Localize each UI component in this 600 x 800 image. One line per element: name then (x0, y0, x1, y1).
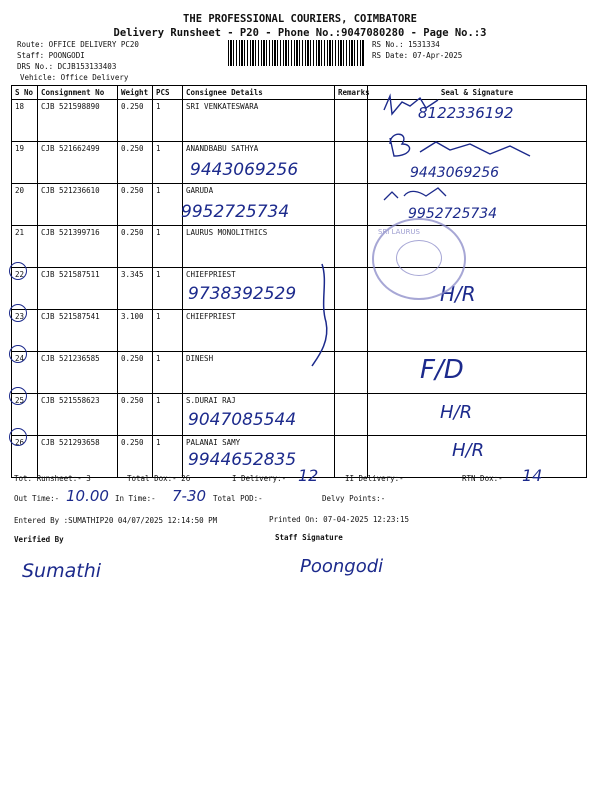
weight: 3.100 (118, 310, 153, 352)
rs-number: RS No.: 1531334 (372, 40, 440, 49)
remarks (335, 100, 368, 142)
drs-label: DRS No.: DCJB153133403 (17, 62, 117, 71)
staff-signature: Poongodi (300, 556, 384, 577)
i-delivery-value: 12 (298, 466, 319, 485)
consignment-no: CJB 521236610 (38, 184, 118, 226)
handwritten-remark: F/D (420, 355, 464, 385)
pcs: 1 (153, 268, 183, 310)
staff-label: Staff: POONGODI (17, 51, 85, 60)
barcode (228, 40, 364, 66)
table-row (12, 394, 587, 436)
weight: 0.250 (118, 142, 153, 184)
handwritten-sign-number: 8122336192 (418, 104, 514, 122)
consignment-no: CJB 521598890 (38, 100, 118, 142)
rs-date: RS Date: 07-Apr-2025 (372, 51, 463, 60)
verifier-signature: Sumathi (22, 560, 102, 582)
consignment-no: CJB 521293658 (38, 436, 118, 478)
sno: 19 (12, 142, 38, 184)
rtn-dox: RTN Dox:- (462, 474, 503, 483)
bracket-mark (308, 262, 338, 372)
handwritten-phone: 9738392529 (188, 284, 297, 304)
remarks (335, 394, 368, 436)
sno: 23 (12, 310, 38, 352)
company-title: THE PROFESSIONAL COURIERS, COIMBATORE (183, 13, 417, 25)
consignee: PALANAI SAMY (183, 436, 335, 478)
consignment-no: CJB 521587511 (38, 268, 118, 310)
table-row (12, 226, 587, 268)
out-time: Out Time:- (14, 494, 60, 503)
handwritten-phone: 9952725734 (181, 202, 290, 222)
sno: 26 (12, 436, 38, 478)
col-weight: Weight (118, 86, 153, 100)
sno: 25 (12, 394, 38, 436)
weight: 3.345 (118, 268, 153, 310)
pcs: 1 (153, 310, 183, 352)
consignee: CHIEFPRIEST (183, 310, 335, 352)
sno: 24 (12, 352, 38, 394)
in-time: In Time:- (115, 494, 156, 503)
staff-signature-label: Staff Signature (275, 533, 343, 542)
stamp-text: SRI LAURUS (378, 228, 420, 236)
handwritten-phone: 9443069256 (190, 160, 299, 180)
consignment-no: CJB 521399716 (38, 226, 118, 268)
pen-circle (9, 262, 27, 280)
col-consignee: Consignee Details (183, 86, 335, 100)
weight: 0.250 (118, 100, 153, 142)
pcs: 1 (153, 142, 183, 184)
consignment-no: CJB 521662499 (38, 142, 118, 184)
weight: 0.250 (118, 226, 153, 268)
vehicle-label: Vehicle: Office Delivery (20, 73, 129, 82)
handwritten-phone: 9944652835 (188, 450, 297, 470)
remarks (335, 226, 368, 268)
weight: 0.250 (118, 352, 153, 394)
pcs: 1 (153, 226, 183, 268)
col-sno: S No (12, 86, 38, 100)
pcs: 1 (153, 352, 183, 394)
company-stamp (372, 218, 466, 300)
sno: 22 (12, 268, 38, 310)
pen-circle (9, 387, 27, 405)
pcs: 1 (153, 100, 183, 142)
consignee: ANANDBABU SATHYA (183, 142, 335, 184)
pcs: 1 (153, 184, 183, 226)
consignee: DINESH (183, 352, 335, 394)
verified-by: Verified By (14, 535, 64, 544)
ii-delivery: II Delivery:- (345, 474, 404, 483)
handwritten-remark: H/R (452, 440, 485, 461)
rtn-dox-value: 14 (522, 466, 543, 485)
handwritten-sign-number: 9443069256 (410, 165, 500, 181)
table-row (12, 352, 587, 394)
signature-scribble (384, 188, 446, 200)
table-row (12, 268, 587, 310)
signature-cell (368, 394, 587, 436)
handwritten-remark: H/R (440, 402, 473, 423)
sno: 18 (12, 100, 38, 142)
weight: 0.250 (118, 184, 153, 226)
remarks (335, 184, 368, 226)
total-dox: Total Dox:- 26 (127, 474, 191, 483)
in-time-value: 7-30 (172, 487, 207, 505)
consignee: GARUDA (183, 184, 335, 226)
signature-scribble (390, 134, 530, 156)
pcs: 1 (153, 394, 183, 436)
handwritten-remark: H/R (440, 282, 476, 306)
consignee: S.DURAI RAJ (183, 394, 335, 436)
route-label: Route: OFFICE DELIVERY PC20 (17, 40, 139, 49)
remarks (335, 310, 368, 352)
sno: 20 (12, 184, 38, 226)
pen-circle (9, 428, 27, 446)
consignee: LAURUS MONOLITHICS (183, 226, 335, 268)
pen-circle (9, 304, 27, 322)
consignee: CHIEFPRIEST (183, 268, 335, 310)
runsheet-subtitle: Delivery Runsheet - P20 - Phone No.:9047080280 - Page No.:3 (113, 27, 487, 39)
pcs: 1 (153, 436, 183, 478)
out-time-value: 10.00 (66, 487, 109, 505)
consignment-no: CJB 521236585 (38, 352, 118, 394)
pen-circle (9, 345, 27, 363)
col-signature: Seal & Signature (368, 86, 587, 100)
col-remarks: Remarks (335, 86, 368, 100)
handwritten-phone: 9047085544 (188, 410, 297, 430)
tot-runsheet: Tot. Runsheet:- 3 (14, 474, 91, 483)
remarks (335, 142, 368, 184)
consignment-no: CJB 521558623 (38, 394, 118, 436)
total-pod: Total POD:- (213, 494, 263, 503)
handwritten-sign-number: 9952725734 (408, 206, 498, 222)
remarks (335, 268, 368, 310)
consignment-no: CJB 521587541 (38, 310, 118, 352)
remarks (335, 436, 368, 478)
sno: 21 (12, 226, 38, 268)
printed-on: Printed On: 07-04-2025 12:23:15 (269, 515, 409, 524)
col-pcs: PCS (153, 86, 183, 100)
signature-cell (368, 352, 587, 394)
weight: 0.250 (118, 436, 153, 478)
signature-cell (368, 310, 587, 352)
weight: 0.250 (118, 394, 153, 436)
remarks (335, 352, 368, 394)
entered-by: Entered By :SUMATHIP20 04/07/2025 12:14:50 PM (14, 516, 218, 525)
consignee: SRI VENKATESWARA (183, 100, 335, 142)
col-consignment: Consignment No (38, 86, 118, 100)
delvy-points: Delvy Points:- (322, 494, 386, 503)
i-delivery: I Delivery:- (232, 474, 287, 483)
stamp-inner-ring (396, 240, 442, 276)
table-row (12, 310, 587, 352)
